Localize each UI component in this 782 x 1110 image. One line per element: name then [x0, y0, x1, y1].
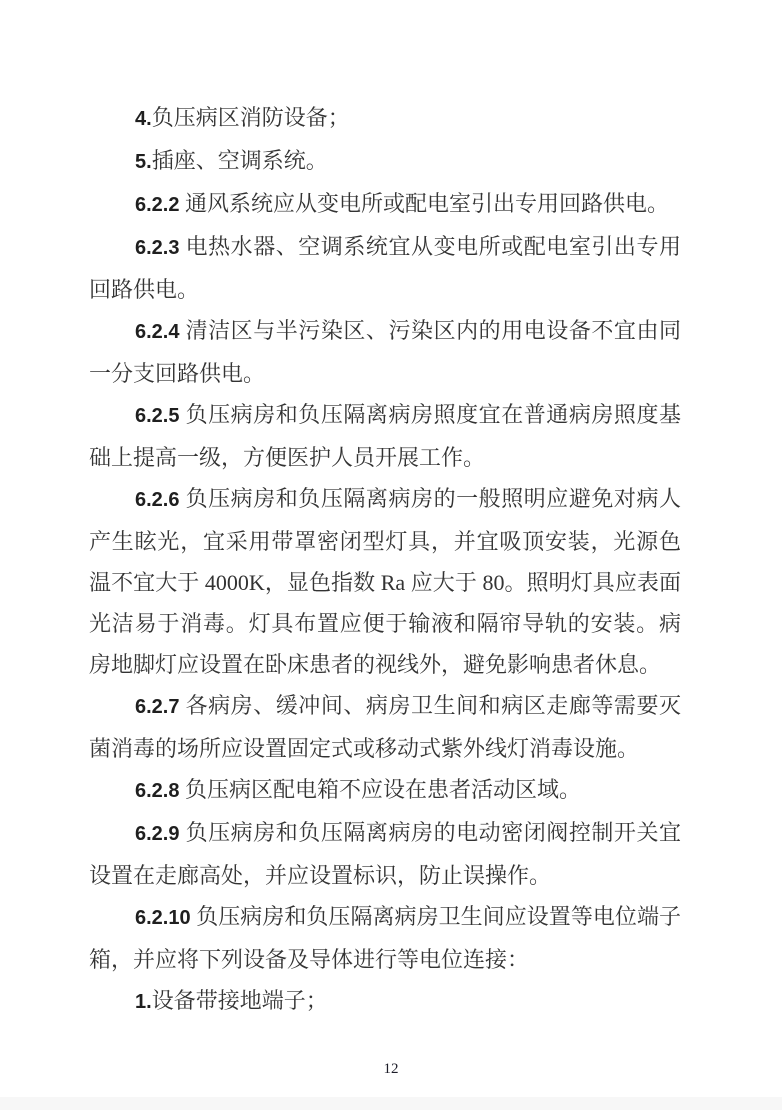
- clause-text: 负压病房和负压隔离病房的电动密闭阀控制开关宜设置在走廊高处，并应设置标识，防止误操作。: [89, 820, 681, 888]
- clause-number: 6.2.8: [135, 780, 186, 802]
- clause-text: 负压病房和负压隔离病房的一般照明应避免对病人产生眩光，宜采用带罩密闭型灯具，并宜吸顶安装，光源色温不宜大于 4000K，显色指数 Ra 应大于 80。照明灯具应表面光洁易于消毒。灯具布置应便于输液和隔帘导轨的安装。病房地脚灯应设置在卧床患者的视线外，避免影响患者休息。: [89, 486, 681, 677]
- clause-text: 负压病房和负压隔离病房照度宜在普通病房照度基础上提高一级，方便医护人员开展工作。: [89, 402, 681, 470]
- clause-text: 负压病房和负压隔离病房卫生间应设置等电位端子箱，并应将下列设备及导体进行等电位连接：: [89, 904, 681, 972]
- paragraph-clause-6-2-5: [89, 394, 681, 478]
- paragraph-item-5: [89, 140, 681, 183]
- paragraph-clause-6-2-7: [89, 685, 681, 769]
- clause-number: 4.: [135, 108, 152, 130]
- clause-number: 6.2.9: [135, 823, 186, 845]
- clause-text: 插座、空调系统。: [151, 148, 328, 173]
- paragraph-clause-6-2-8: [89, 769, 681, 812]
- clause-text: 清洁区与半污染区、污染区内的用电设备不宜由同一分支回路供电。: [89, 318, 681, 386]
- clause-number: 6.2.7: [135, 696, 186, 718]
- page-number: 12: [383, 1061, 399, 1077]
- paragraph-item-4: [89, 97, 681, 140]
- clause-number: 1.: [135, 991, 152, 1013]
- clause-number: 5.: [135, 151, 152, 173]
- clause-text: 负压病区配电箱不应设在患者活动区域。: [185, 777, 582, 802]
- paragraph-clause-6-2-9: [89, 812, 681, 896]
- clause-text: 设备带接地端子；: [151, 988, 328, 1013]
- clause-number: 6.2.5: [135, 405, 186, 427]
- clause-number: 6.2.3: [135, 237, 186, 259]
- clause-number: 6.2.6: [135, 489, 186, 511]
- paragraph-item-1: [89, 980, 681, 1023]
- clause-number: 6.2.10: [135, 907, 197, 929]
- clause-number: 6.2.4: [135, 321, 186, 343]
- clause-text: 各病房、缓冲间、病房卫生间和病区走廊等需要灭菌消毒的场所应设置固定式或移动式紫外线灯消毒设施。: [89, 693, 681, 761]
- clause-text: 通风系统应从变电所或配电室引出专用回路供电。: [185, 191, 670, 216]
- clause-text: 负压病区消防设备；: [151, 105, 350, 130]
- document-body: [89, 97, 681, 1023]
- paragraph-clause-6-2-4: [89, 310, 681, 394]
- paragraph-clause-6-2-6: [89, 478, 681, 685]
- clause-number: 6.2.2: [135, 194, 186, 216]
- clause-text: 电热水器、空调系统宜从变电所或配电室引出专用回路供电。: [89, 234, 681, 302]
- paragraph-clause-6-2-2: [89, 183, 681, 226]
- paragraph-clause-6-2-3: [89, 226, 681, 310]
- paragraph-clause-6-2-10: [89, 896, 681, 980]
- page-bottom-edge: [0, 1097, 782, 1110]
- page-footer: [0, 1060, 782, 1078]
